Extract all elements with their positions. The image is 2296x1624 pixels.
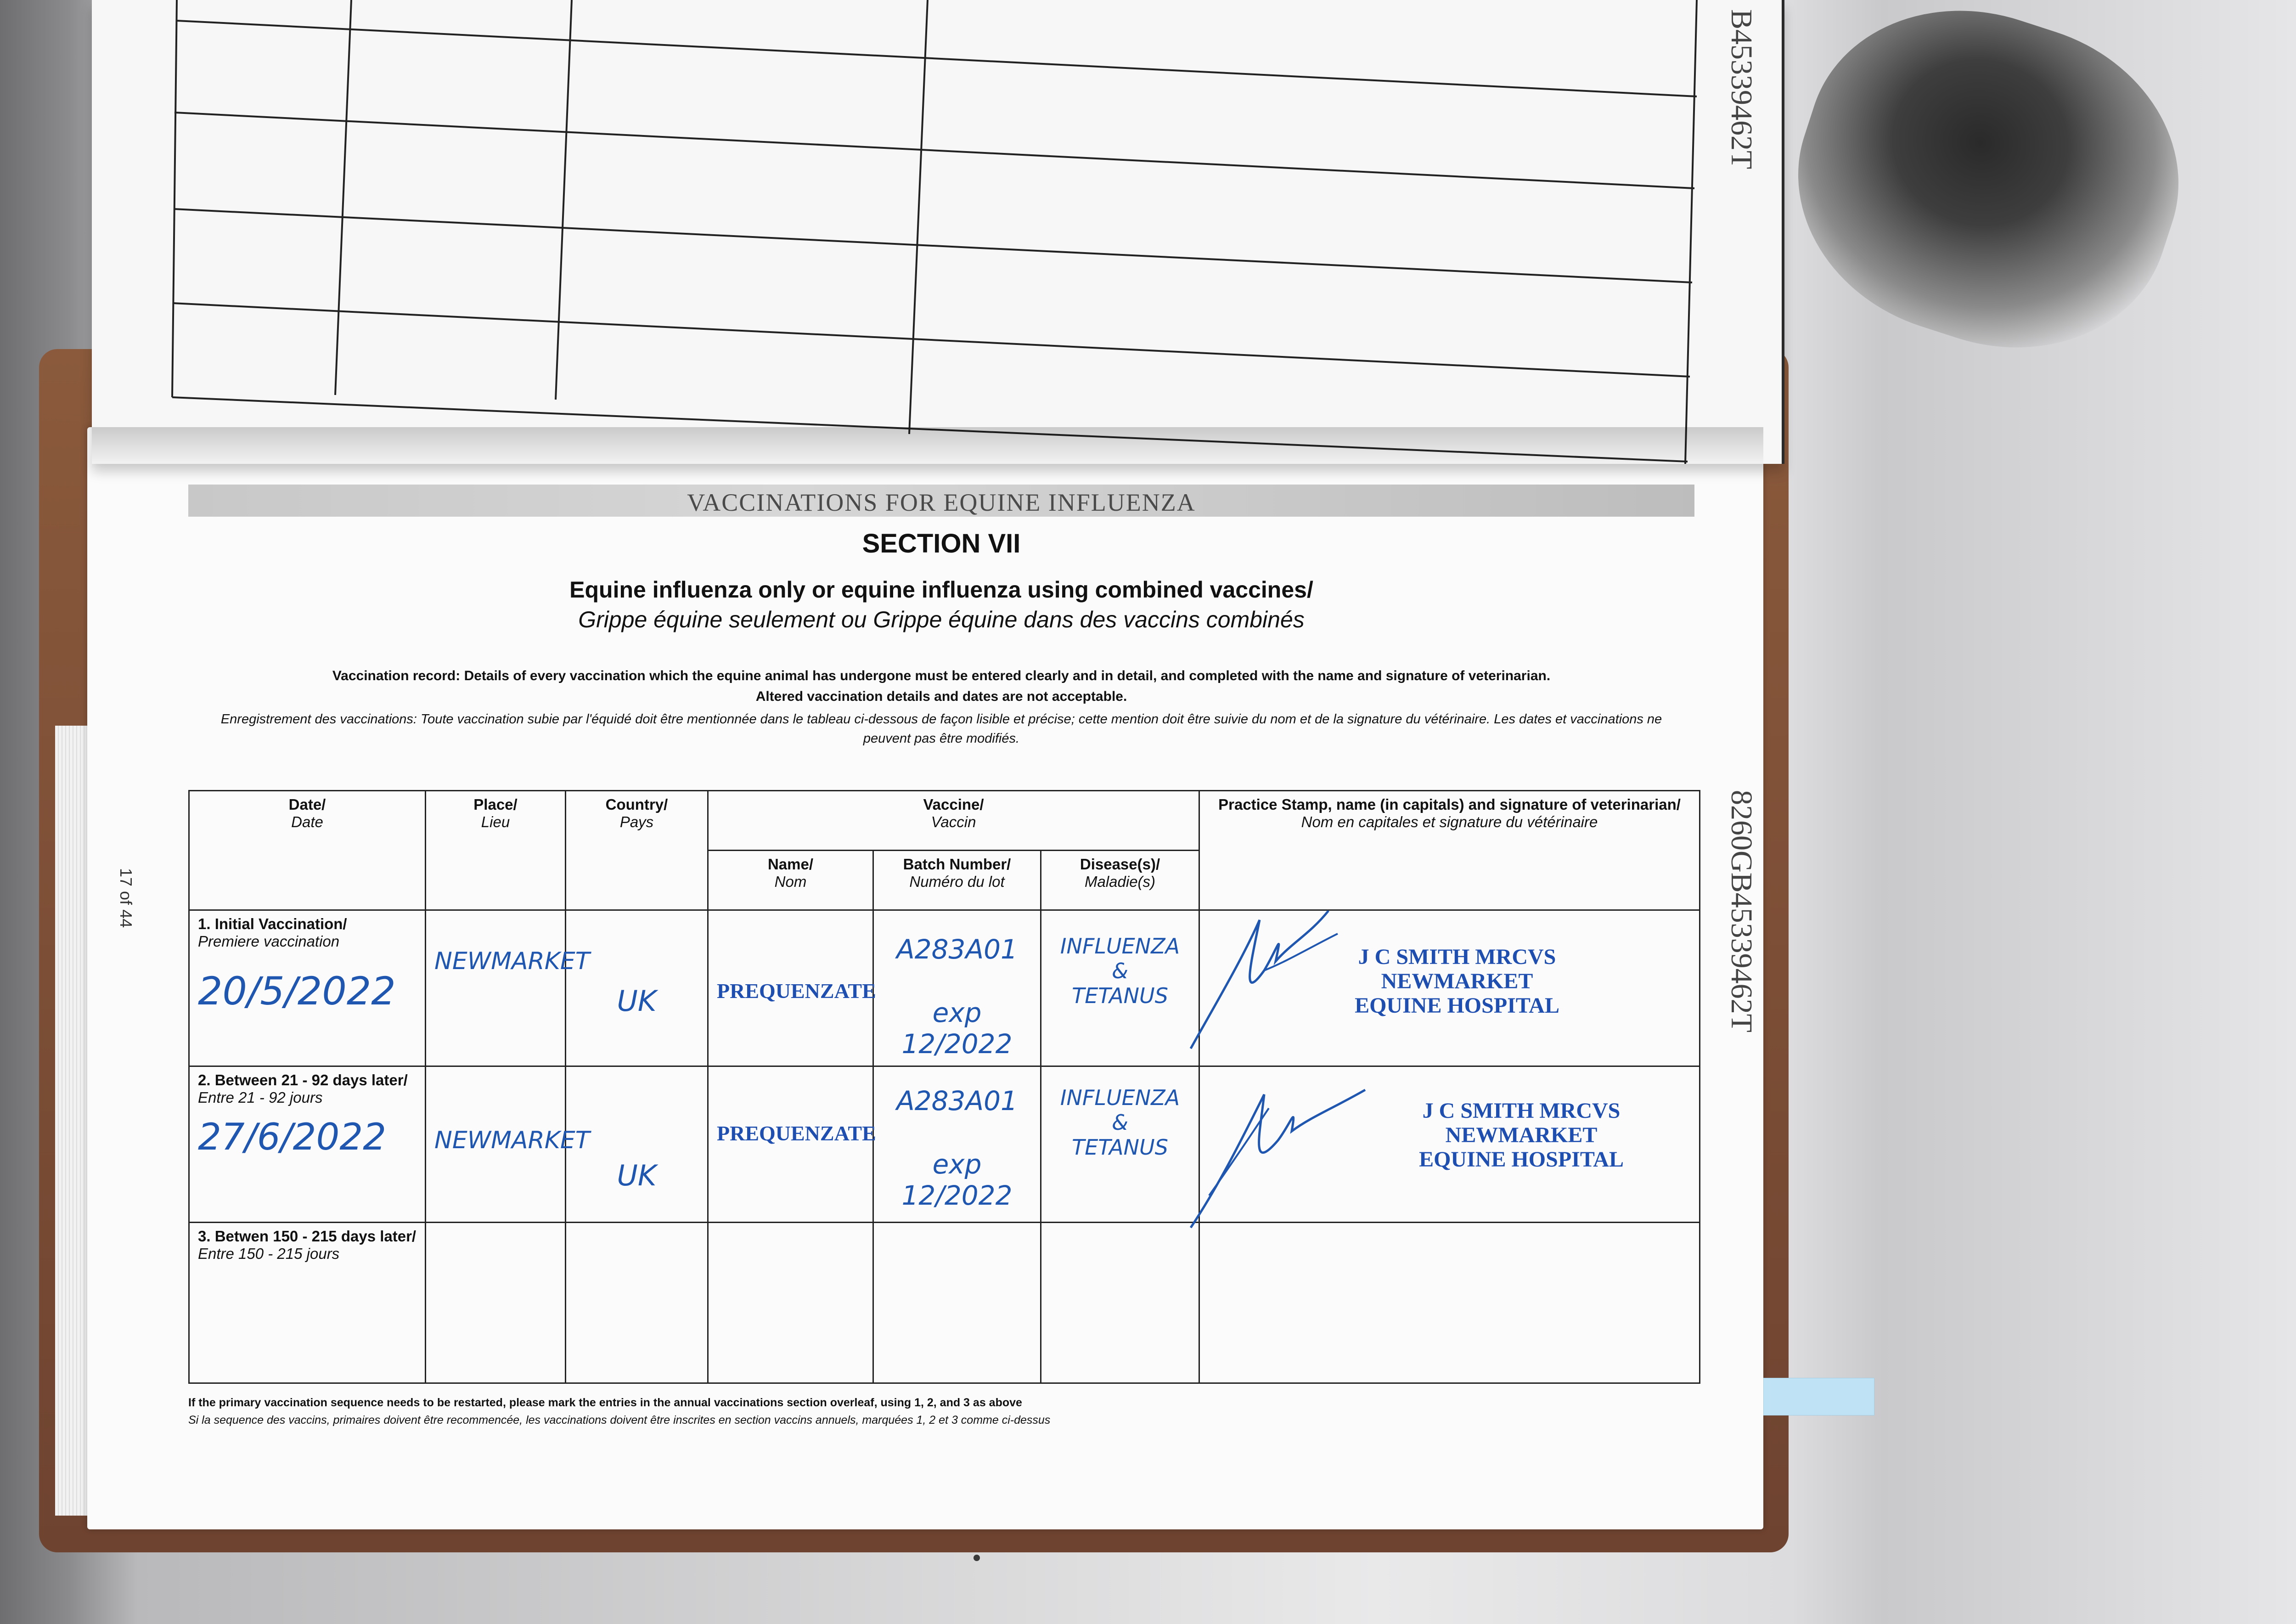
row-label: 3. Betwen 150 - 215 days later/ Entre 150 - 215 jours [189,1223,426,1383]
stamp-cell [1199,910,1700,1066]
header-date: Date/ Date [189,791,426,910]
footer-note-fr: Si la sequence des vaccins, primaires doivent être recommencée, les vaccinations doivent être inscrites en section vaccins annuels, marquées 1, 2 et 3 comme ci-dessus [188,1414,1051,1427]
page-number: 17 of 44 [117,868,135,928]
vaccination-table [188,790,1700,1384]
record-note-en: Vaccination record: Details of every vaccination which the equine animal has undergone must be entered clearly and in detail, and completed with the name and signature of veterinarian. [332,668,1551,683]
section-heading: SECTION VII [862,529,1021,558]
disease-cell: INFLUENZA & TETANUS [1041,910,1199,1066]
background-shadow [1760,0,2217,390]
record-note-en-2: Altered vaccination details and dates are not acceptable. [755,689,1127,704]
upper-page [92,0,1784,464]
header-disease: Disease(s)/ Maladie(s) [1041,851,1199,910]
record-note-fr: Enregistrement des vaccinations: Toute vaccination subie par l'équidé doit être mentionnée dans le tableau ci-dessous de façon lisible et précise; cette mention doit être suivie du nom et de la signature du vétérinaire. Les dates et vaccinations ne peuvent pas être modifiés. [220,712,1662,746]
date-value: 20/5/2022 [198,969,396,1014]
country-cell: UK [566,1066,708,1223]
footer-note-en: If the primary vaccination sequence needs to be restarted, please mark the entries in the annual vaccinations section overleaf, using 1, 2, and 3 as above [188,1396,1022,1409]
disease-cell: INFLUENZA & TETANUS [1041,1066,1199,1223]
header-name: Name/ Nom [708,851,873,910]
stamp-name: J C SMITH MRCVS [1422,1099,1621,1123]
signature [1182,1058,1374,1232]
binding-pin [974,1555,980,1561]
serial-code-middle: 8260GB45339462T [1725,790,1758,1032]
batch-cell: A283A01 exp 12/2022 [873,1066,1041,1223]
place-cell: NEWMARKET [426,910,566,1066]
subtitle-fr: Grippe équine seulement ou Grippe équine dans des vaccins combinés [578,607,1305,632]
title-band [188,485,1694,517]
row-label: 2. Between 21 - 92 days later/ Entre 21 - 92 jours 27/6/2022 [189,1066,426,1223]
header-vaccine: Vaccine/ Vaccin [708,791,1199,851]
header-batch: Batch Number/ Numéro du lot [873,851,1041,910]
vaccine-name-cell: PREQUENZATE [708,910,873,1066]
batch-cell: A283A01 exp 12/2022 [873,910,1041,1066]
upper-page-grid [92,0,1782,464]
page-fold-shadow [92,427,1763,468]
page-edges [55,726,87,1516]
stamp-line-3: EQUINE HOSPITAL [1419,1147,1624,1172]
band-title: VACCINATIONS FOR EQUINE INFLUENZA [687,489,1196,516]
vaccine-name-cell: PREQUENZATE [708,1066,873,1223]
table-row [189,1066,1700,1223]
page-tab[interactable] [1763,1378,1874,1415]
place-cell: NEWMARKET [426,1066,566,1223]
table-row [189,910,1700,1066]
country-cell: UK [566,910,708,1066]
date-value: 27/6/2022 [198,1116,387,1158]
stamp-name: J C SMITH MRCVS [1358,945,1556,969]
serial-code-top: B45339462T [1725,9,1758,169]
table-row [189,1223,1700,1383]
subtitle-en: Equine influenza only or equine influenza using combined vaccines/ [569,577,1313,603]
header-practice-stamp: Practice Stamp, name (in capitals) and signature of veterinarian/ Nom en capitales et signature du vétérinaire [1199,791,1700,910]
header-place: Place/ Lieu [426,791,566,910]
stamp-line-2: NEWMARKET [1381,969,1533,993]
stamp-cell [1199,1066,1700,1223]
row-label: 1. Initial Vaccination/ Premiere vaccination 20/5/2022 [189,910,426,1066]
header-country: Country/ Pays [566,791,708,910]
stamp-line-2: NEWMARKET [1445,1122,1598,1147]
stamp-line-3: EQUINE HOSPITAL [1355,993,1559,1018]
signature [1172,892,1347,1058]
